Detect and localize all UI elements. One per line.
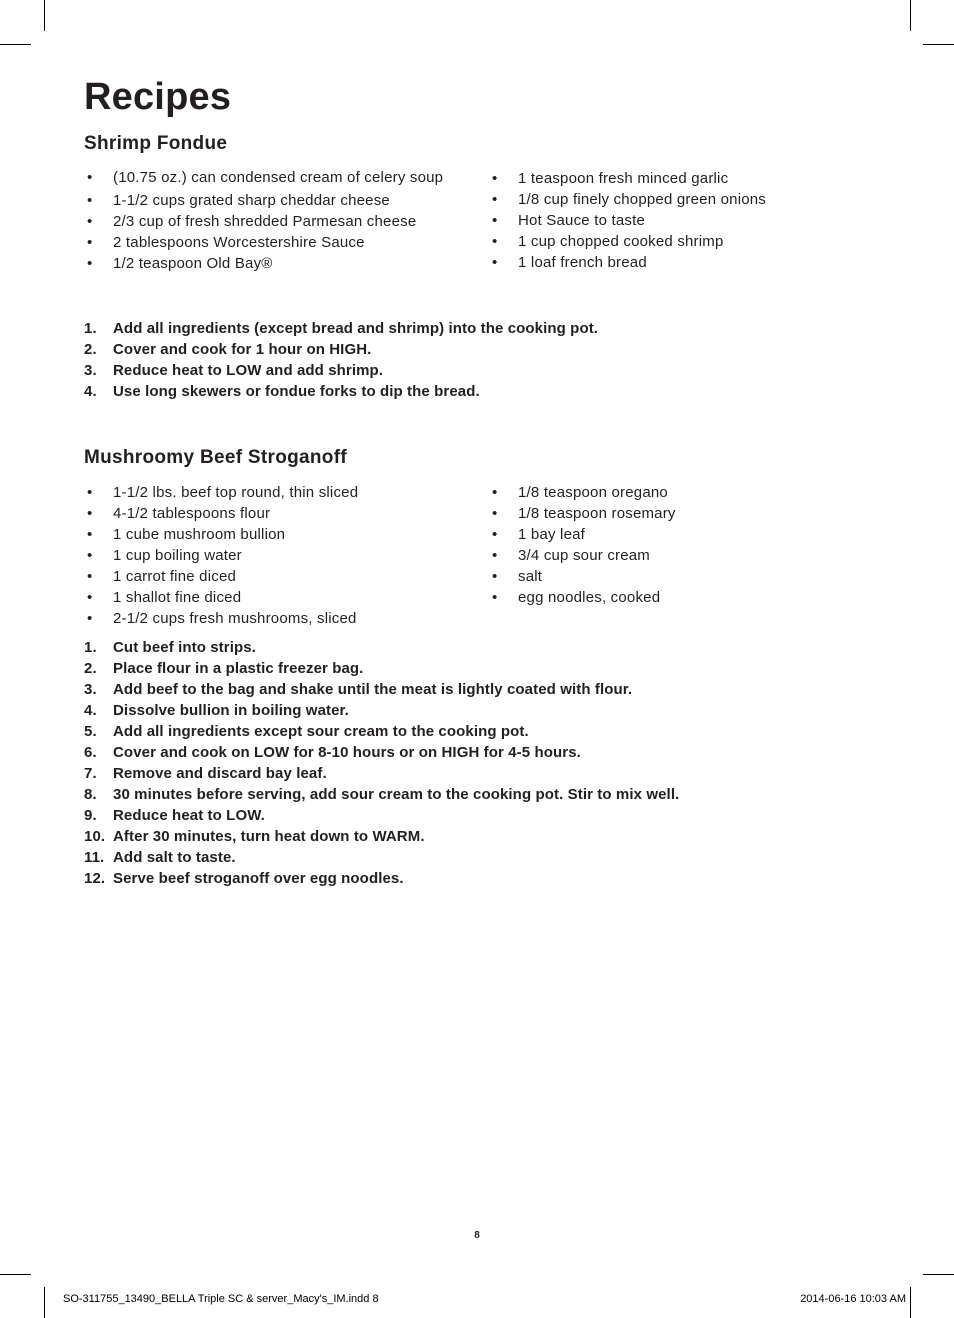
instruction-step	[84, 339, 598, 360]
ingredient-item: • 1 teaspoon fresh minced garlic	[489, 168, 849, 189]
instruction-step	[84, 721, 679, 742]
ingredient-item: • 3/4 cup sour cream	[489, 545, 849, 566]
step-text: Cover and cook on LOW for 8-10 hours or on HIGH for 4-5 hours.	[113, 744, 581, 761]
crop-mark	[910, 1287, 911, 1318]
step-text: Cut beef into strips.	[113, 639, 256, 656]
step-text: Reduce heat to LOW.	[113, 807, 265, 824]
step-number: 12.	[84, 870, 106, 887]
instruction-step	[84, 658, 679, 679]
instruction-step	[84, 805, 679, 826]
ingredient-item: • 2/3 cup of fresh shredded Parmesan cheese	[84, 211, 454, 232]
step-text: Cover and cook for 1 hour on HIGH.	[113, 341, 372, 358]
ingredient-item: • salt	[489, 566, 849, 587]
step-number: 6.	[84, 744, 97, 761]
ingredient-item: • 1/8 teaspoon oregano	[489, 482, 849, 503]
instruction-step	[84, 868, 679, 889]
step-number: 1.	[84, 639, 97, 656]
instruction-step	[84, 360, 598, 381]
recipe-title-beef-stroganoff: Mushroomy Beef Stroganoff	[84, 447, 347, 468]
ingredient-list-left	[84, 482, 454, 629]
step-text: Add salt to taste.	[113, 849, 236, 866]
step-text: Add all ingredients except sour cream to the cooking pot.	[113, 723, 529, 740]
step-number: 9.	[84, 807, 97, 824]
ingredient-item: • 1 loaf french bread	[489, 252, 849, 273]
step-number: 11.	[84, 849, 105, 866]
step-number: 10.	[84, 828, 106, 845]
ingredient-item: • 1/2 teaspoon Old Bay®	[84, 253, 454, 274]
crop-mark	[0, 44, 31, 45]
recipe-title-shrimp-fondue: Shrimp Fondue	[84, 133, 228, 154]
instruction-list	[84, 318, 598, 402]
ingredient-item: • 1-1/2 cups grated sharp cheddar cheese	[84, 190, 454, 211]
crop-mark	[910, 0, 911, 31]
instruction-step	[84, 700, 679, 721]
ingredient-list-left	[84, 168, 454, 274]
ingredient-item: • 1 shallot fine diced	[84, 587, 454, 608]
ingredient-item: • 2 tablespoons Worcestershire Sauce	[84, 232, 454, 253]
instruction-step	[84, 381, 598, 402]
crop-mark	[923, 44, 954, 45]
ingredient-item: • 1/8 teaspoon rosemary	[489, 503, 849, 524]
timestamp-slug: 2014-06-16 10:03 AM	[800, 1293, 906, 1305]
ingredient-list-right	[489, 168, 849, 273]
instruction-step	[84, 637, 679, 658]
ingredient-item: • egg noodles, cooked	[489, 587, 849, 608]
instruction-list	[84, 637, 679, 889]
ingredient-item: • 1 carrot fine diced	[84, 566, 454, 587]
step-number: 3.	[84, 681, 97, 698]
page-number: 8	[474, 1230, 480, 1241]
step-text: Place flour in a plastic freezer bag.	[113, 660, 364, 677]
step-number: 2.	[84, 660, 97, 677]
ingredient-item: • 1 cup boiling water	[84, 545, 454, 566]
instruction-step	[84, 318, 598, 339]
step-number: 4.	[84, 702, 97, 719]
step-text: Use long skewers or fondue forks to dip the bread.	[113, 383, 480, 400]
step-text: 30 minutes before serving, add sour cream to the cooking pot. Stir to mix well.	[113, 786, 680, 803]
step-number: 3.	[84, 362, 97, 379]
crop-mark	[0, 1274, 31, 1275]
page-title: Recipes	[84, 76, 232, 118]
instruction-step	[84, 763, 679, 784]
step-number: 4.	[84, 383, 97, 400]
crop-mark	[923, 1274, 954, 1275]
instruction-step	[84, 742, 679, 763]
instruction-step	[84, 826, 679, 847]
step-text: Add all ingredients (except bread and shrimp) into the cooking pot.	[113, 320, 599, 337]
ingredient-list-right	[489, 482, 849, 608]
ingredient-item: • 1 bay leaf	[489, 524, 849, 545]
step-number: 2.	[84, 341, 97, 358]
step-text: Serve beef stroganoff over egg noodles.	[113, 870, 404, 887]
step-number: 7.	[84, 765, 97, 782]
crop-mark	[44, 0, 45, 31]
step-text: After 30 minutes, turn heat down to WARM.	[113, 828, 425, 845]
step-text: Remove and discard bay leaf.	[113, 765, 327, 782]
ingredient-item: • Hot Sauce to taste	[489, 210, 849, 231]
ingredient-item: • 2-1/2 cups fresh mushrooms, sliced	[84, 608, 454, 629]
ingredient-item: • 1 cup chopped cooked shrimp	[489, 231, 849, 252]
file-info-slug: SO-311755_13490_BELLA Triple SC & server_Macy's_IM.indd 8	[63, 1293, 379, 1305]
step-text: Dissolve bullion in boiling water.	[113, 702, 349, 719]
ingredient-item: • 1 cube mushroom bullion	[84, 524, 454, 545]
instruction-step	[84, 847, 679, 868]
crop-mark	[44, 1287, 45, 1318]
step-number: 1.	[84, 320, 97, 337]
ingredient-item: • 1/8 cup finely chopped green onions	[489, 189, 849, 210]
instruction-step	[84, 679, 679, 700]
ingredient-item: • (10.75 oz.) can condensed cream of celery soup	[84, 169, 454, 187]
step-number: 5.	[84, 723, 97, 740]
ingredient-item: • 1-1/2 lbs. beef top round, thin sliced	[84, 482, 454, 503]
step-text: Add beef to the bag and shake until the meat is lightly coated with flour.	[113, 681, 633, 698]
instruction-step	[84, 784, 679, 805]
step-number: 8.	[84, 786, 97, 803]
step-text: Reduce heat to LOW and add shrimp.	[113, 362, 384, 379]
ingredient-item: • 4-1/2 tablespoons flour	[84, 503, 454, 524]
